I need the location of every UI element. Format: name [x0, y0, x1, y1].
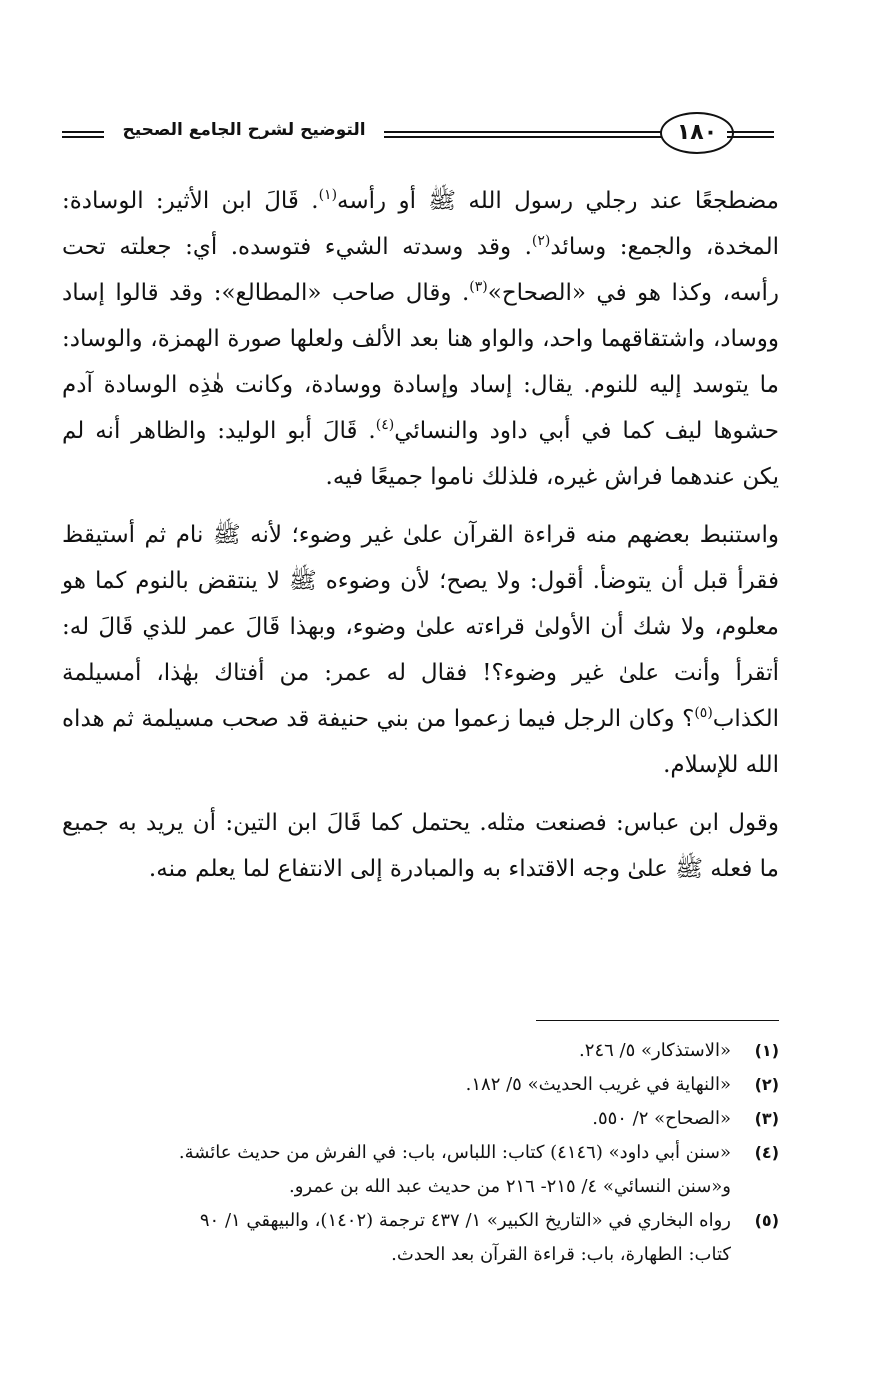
main-text: [62, 178, 779, 892]
footnote: [62, 1136, 779, 1204]
text-segment: وقول ابن عباس: فصنعت مثله. يحتمل كما قَالَ ابن التين: أن يريد به جميع ما فعله ﷺ علىٰ وجه الاقتداء به والمبادرة إلى الانتفاع لما يعلم منه.: [62, 810, 779, 882]
footnote: [62, 1068, 779, 1102]
footnote-number: (٤): [754, 1143, 779, 1162]
text-segment: مضطجعًا عند رجلي رسول الله ﷺ أو رأسه: [337, 188, 779, 214]
page-header: [62, 118, 774, 152]
text-segment: . وقال صاحب «المطالع»: وقد قالوا إساد ووساد، واشتقاقهما واحد، والواو هنا بعد الألف ولعلها صورة الهمزة، والوساد: ما يتوسد إليه للنوم. يقال: إساد وإسادة ووسادة، وكانت هٰذِه الوسادة آدم حشوها ليف كما في أبي داود والنسائي: [62, 280, 779, 444]
footnote-text: «النهاية في غريب الحديث» ٥/ ١٨٢.: [465, 1074, 731, 1095]
footnote: [62, 1102, 779, 1136]
header-rule-left: [62, 131, 104, 138]
footnote: [62, 1034, 779, 1068]
footnote-number: (٥): [754, 1211, 779, 1230]
footnote-text: «الصحاح» ٢/ ٥٥٠.: [592, 1108, 731, 1129]
footnote-text: كتاب: الطهارة، باب: قراءة القرآن بعد الحدث.: [391, 1244, 731, 1265]
footnote-reference: (٤): [375, 417, 395, 433]
footnotes-list: [62, 1034, 779, 1272]
footnote-text: «الاستذكار» ٥/ ٢٤٦.: [579, 1040, 731, 1061]
paragraph: [62, 512, 779, 788]
page-number-badge: ١٨٠: [660, 112, 734, 154]
header-rule-right: [727, 131, 774, 138]
text-segment: . وقد وسدته الشيء فتوسده. أي: جعلته تحت رأسه، وكذا هو في «الصحاح»: [62, 234, 779, 306]
footnote-reference: (٢): [531, 233, 551, 249]
footnote-reference: (٣): [469, 279, 488, 295]
footnote-number: (١): [754, 1041, 779, 1060]
footnote-reference: (٥): [694, 705, 713, 721]
footnote-text: «سنن أبي داود» (٤١٤٦) كتاب: اللباس، باب: في الفرش من حديث عائشة.: [178, 1142, 731, 1163]
footnote-text: و«سنن النسائي» ٤/ ٢١٥- ٢١٦ من حديث عبد الله بن عمرو.: [288, 1176, 731, 1197]
text-segment: واستنبط بعضهم منه قراءة القرآن علىٰ غير وضوء؛ لأنه ﷺ نام ثم أستيقظ فقرأ قبل أن يتوضأ. أقول: ولا يصح؛ لأن وضوءه ﷺ لا ينتقض بالنوم كما هو معلوم، ولا شك أن الأولىٰ قراءته علىٰ وضوء، وبهذا قَالَ عمر للذي قَالَ له: أتقرأ وأنت علىٰ غير وضوء؟! فقال له عمر: من أفتاك بهٰذا، أمسيلمة الكذاب: [62, 522, 779, 732]
footnote-number: (٣): [754, 1109, 779, 1128]
footnote-divider: [536, 1020, 779, 1021]
running-title: التوضيح لشرح الجامع الصحيح: [122, 120, 366, 140]
footnote-number: (٢): [754, 1075, 779, 1094]
header-rule-middle: [384, 131, 662, 138]
footnote-reference: (١): [318, 187, 338, 203]
footnote-text: رواه البخاري في «التاريخ الكبير» ١/ ٤٣٧ ترجمة (١٤٠٢)، والبيهقي ١/ ٩٠: [199, 1210, 731, 1231]
text-segment: . قَالَ ابن الأثير: الوسادة: المخدة، والجمع: وسائد: [62, 188, 779, 260]
footnote: [62, 1204, 779, 1272]
paragraph: [62, 800, 779, 892]
text-segment: ؟ وكان الرجل فيما زعموا من بني حنيفة قد صحب مسيلمة ثم هداه الله للإسلام.: [62, 706, 779, 778]
paragraph: [62, 178, 779, 500]
text-segment: . قَالَ أبو الوليد: والظاهر أنه لم يكن عندهما فراش غيره، فلذلك ناموا جميعًا فيه.: [62, 418, 779, 490]
